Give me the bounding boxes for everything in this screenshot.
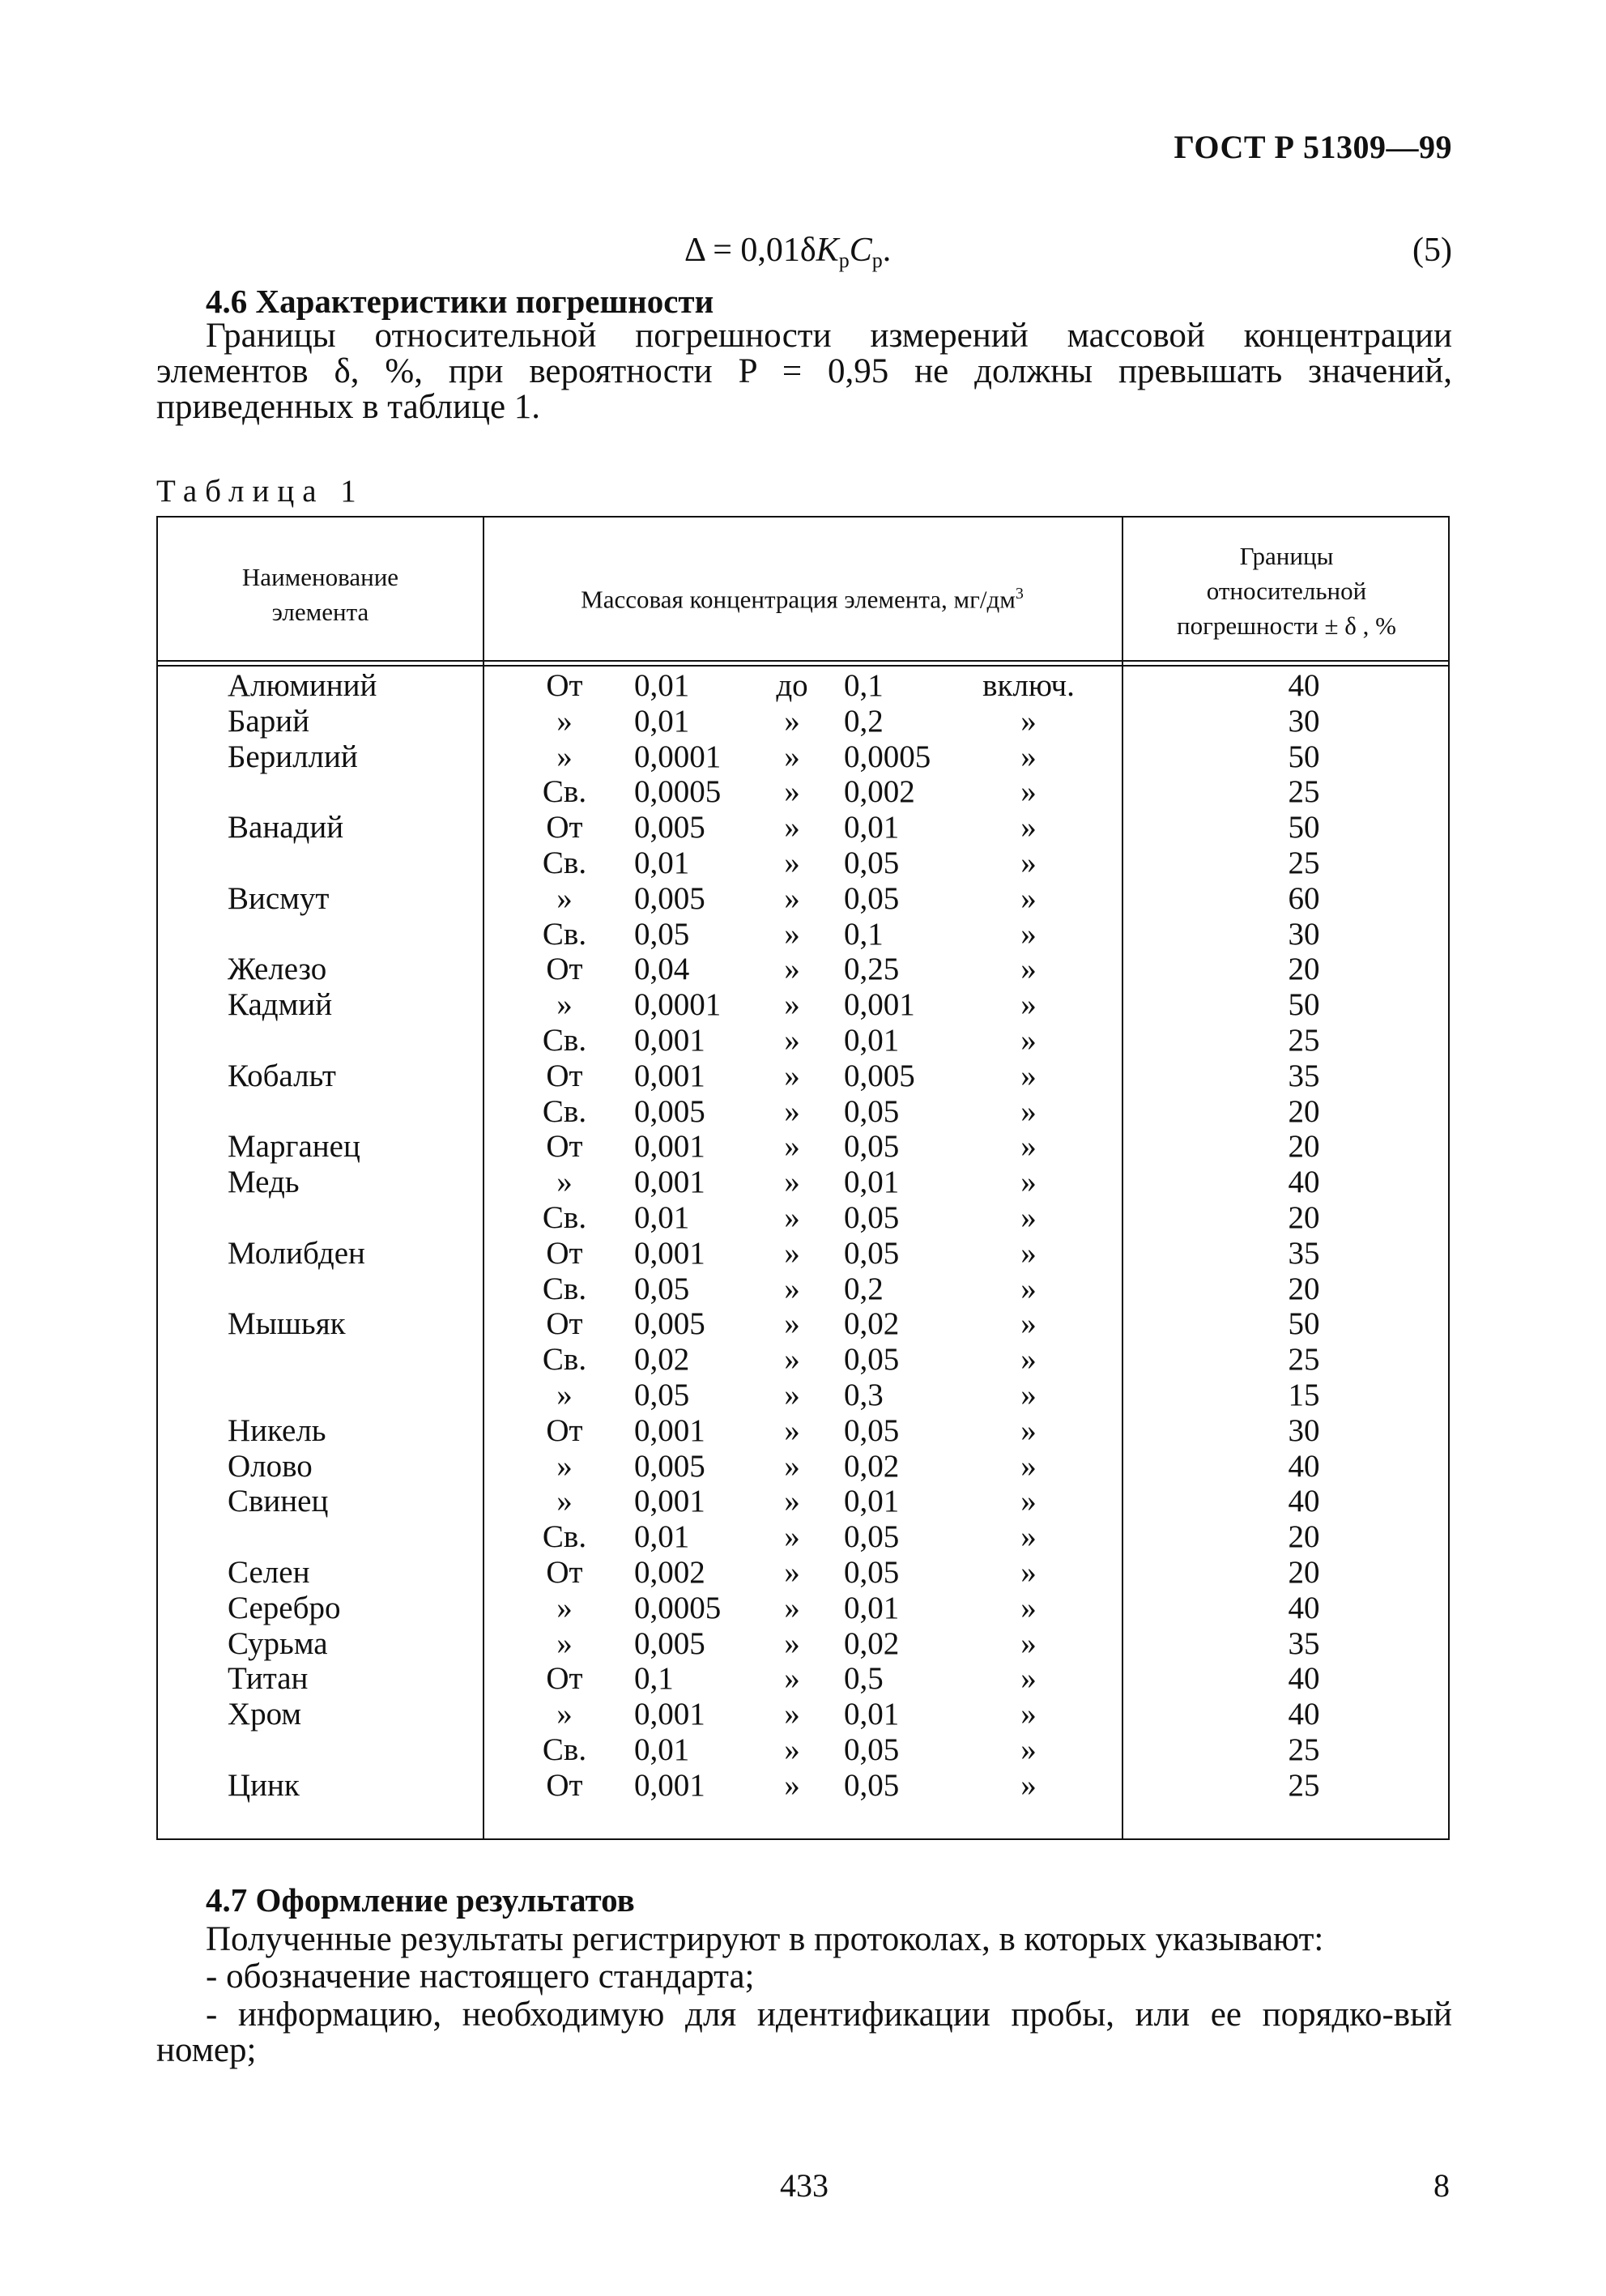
range-mid: »	[784, 1448, 800, 1484]
range-mid: »	[784, 845, 800, 880]
range-suffix: »	[1020, 774, 1037, 810]
range-prefix: От	[546, 810, 583, 846]
table-row	[158, 1484, 1448, 1519]
error-value: 20	[1288, 1554, 1320, 1590]
range-prefix: »	[556, 1625, 573, 1661]
range-suffix: »	[1020, 810, 1037, 846]
range-mid: »	[784, 1235, 800, 1271]
table-body	[158, 668, 1448, 1804]
range-prefix: Св.	[542, 1271, 587, 1306]
range-from: 0,001	[634, 1129, 705, 1165]
range-from: 0,002	[634, 1554, 705, 1590]
table-row	[158, 1059, 1448, 1094]
range-mid: »	[784, 1165, 800, 1200]
error-value: 40	[1288, 1590, 1320, 1625]
range-to: 0,05	[844, 1129, 900, 1165]
range-to: 0,3	[844, 1377, 884, 1412]
range-to: 0,05	[844, 1767, 900, 1803]
error-value: 20	[1288, 1129, 1320, 1165]
error-value: 40	[1288, 1484, 1320, 1519]
range-suffix: »	[1020, 987, 1037, 1023]
range-prefix: От	[546, 1306, 583, 1342]
section-4-6-text	[156, 318, 1452, 425]
element-name: Висмут	[228, 880, 330, 916]
element-name: Серебро	[228, 1590, 341, 1625]
range-to: 0,0005	[844, 739, 931, 774]
range-from: 0,0005	[634, 1590, 722, 1625]
range-from: 0,01	[634, 1199, 690, 1235]
page-number-center: 433	[780, 2167, 829, 2204]
range-to: 0,01	[844, 1022, 900, 1058]
range-from: 0,001	[634, 1484, 705, 1519]
range-mid: »	[784, 1412, 800, 1448]
range-prefix: От	[546, 952, 583, 987]
header-divider	[158, 660, 1448, 662]
range-mid: »	[784, 1199, 800, 1235]
header-concentration-sup: 3	[1015, 585, 1024, 603]
element-name: Цинк	[228, 1767, 300, 1803]
error-value: 40	[1288, 1697, 1320, 1732]
range-mid: »	[784, 703, 800, 739]
range-prefix: Св.	[542, 1093, 587, 1129]
header-concentration-text: Массовая концентрация элемента, мг/дм	[581, 585, 1016, 614]
header-concentration	[483, 577, 1122, 616]
table-row	[158, 810, 1448, 846]
range-from: 0,0001	[634, 739, 722, 774]
range-prefix: От	[546, 1661, 583, 1697]
error-value: 35	[1288, 1235, 1320, 1271]
range-from: 0,001	[634, 1767, 705, 1803]
error-value: 25	[1288, 1732, 1320, 1767]
range-to: 0,05	[844, 1554, 900, 1590]
error-value: 30	[1288, 1412, 1320, 1448]
range-from: 0,005	[634, 810, 705, 846]
error-value: 25	[1288, 1022, 1320, 1058]
range-prefix: »	[556, 1484, 573, 1519]
range-mid: »	[784, 1484, 800, 1519]
formula-k: K	[816, 232, 839, 269]
range-from: 0,01	[634, 703, 690, 739]
table-row	[158, 1697, 1448, 1732]
range-mid: »	[784, 1022, 800, 1058]
range-suffix: »	[1020, 1058, 1037, 1093]
error-value: 50	[1288, 987, 1320, 1023]
range-suffix: »	[1020, 880, 1037, 916]
range-prefix: »	[556, 1448, 573, 1484]
range-suffix: »	[1020, 1342, 1037, 1378]
table-row	[158, 1413, 1448, 1449]
range-to: 0,01	[844, 810, 900, 846]
error-value: 30	[1288, 916, 1320, 952]
range-to: 0,1	[844, 916, 884, 952]
header-error	[1122, 539, 1451, 643]
error-value: 25	[1288, 774, 1320, 810]
header-divider	[158, 665, 1448, 667]
range-from: 0,005	[634, 1625, 705, 1661]
element-name: Молибден	[228, 1235, 365, 1271]
range-prefix: »	[556, 1377, 573, 1412]
element-name: Свинец	[228, 1484, 329, 1519]
range-suffix: »	[1020, 1412, 1037, 1448]
range-from: 0,05	[634, 1377, 690, 1412]
data-table	[156, 516, 1450, 1840]
range-suffix: »	[1020, 1235, 1037, 1271]
range-suffix: »	[1020, 845, 1037, 880]
section-4-7-line1: Полученные результаты регистрируют в протоколах, в которых указывают:	[206, 1920, 1324, 1958]
table-row	[158, 1519, 1448, 1555]
range-mid: »	[784, 952, 800, 987]
element-name: Хром	[228, 1697, 302, 1732]
range-suffix: »	[1020, 1093, 1037, 1129]
table-row	[158, 952, 1448, 987]
range-to: 0,2	[844, 1271, 884, 1306]
range-prefix: Св.	[542, 1199, 587, 1235]
table-row	[158, 1129, 1448, 1165]
range-suffix: »	[1020, 1484, 1037, 1519]
range-suffix: »	[1020, 1625, 1037, 1661]
range-suffix: »	[1020, 916, 1037, 952]
range-suffix: »	[1020, 1129, 1037, 1165]
formula-c-sub: р	[871, 249, 883, 272]
range-from: 0,05	[634, 1271, 690, 1306]
range-from: 0,001	[634, 1058, 705, 1093]
range-mid: »	[784, 880, 800, 916]
range-prefix: От	[546, 1412, 583, 1448]
range-from: 0,001	[634, 1697, 705, 1732]
range-mid: »	[784, 1732, 800, 1767]
range-prefix: »	[556, 739, 573, 774]
range-mid: »	[784, 774, 800, 810]
error-value: 20	[1288, 1093, 1320, 1129]
table-row	[158, 1555, 1448, 1591]
range-mid: »	[784, 1590, 800, 1625]
table-row	[158, 1306, 1448, 1342]
table-row	[158, 1272, 1448, 1307]
section-4-6-body: Границы относительной погрешности измерений массовой концентрации элементов δ, %, при вероятности P = 0,95 не должны превышать значений, приведенных в таблице 1.	[156, 317, 1452, 426]
range-suffix: включ.	[982, 668, 1075, 703]
range-mid: до	[776, 668, 808, 703]
range-suffix: »	[1020, 952, 1037, 987]
range-mid: »	[784, 1271, 800, 1306]
range-prefix: Св.	[542, 1342, 587, 1378]
table-row	[158, 881, 1448, 917]
range-mid: »	[784, 810, 800, 846]
table-row	[158, 846, 1448, 881]
error-value: 20	[1288, 1271, 1320, 1306]
range-mid: »	[784, 916, 800, 952]
header-error-line3: погрешности ± δ , %	[1177, 611, 1396, 640]
section-4-7-line3-text: - информацию, необходимую для идентификации пробы, или ее порядко-вый номер;	[156, 1996, 1452, 2069]
error-value: 60	[1288, 880, 1320, 916]
table-row	[158, 987, 1448, 1023]
range-suffix: »	[1020, 1767, 1037, 1803]
range-mid: »	[784, 1625, 800, 1661]
range-prefix: От	[546, 1767, 583, 1803]
table-row	[158, 1023, 1448, 1059]
error-value: 40	[1288, 1448, 1320, 1484]
table-row	[158, 917, 1448, 952]
table-row	[158, 739, 1448, 775]
range-suffix: »	[1020, 1590, 1037, 1625]
range-prefix: От	[546, 1235, 583, 1271]
header-element	[158, 560, 483, 629]
range-prefix: Св.	[542, 1732, 587, 1767]
range-from: 0,04	[634, 952, 690, 987]
range-prefix: »	[556, 1590, 573, 1625]
range-prefix: Св.	[542, 774, 587, 810]
range-from: 0,02	[634, 1342, 690, 1378]
range-from: 0,005	[634, 1093, 705, 1129]
range-suffix: »	[1020, 1519, 1037, 1555]
range-mid: »	[784, 1554, 800, 1590]
range-prefix: »	[556, 880, 573, 916]
range-to: 0,05	[844, 1519, 900, 1555]
table-row	[158, 774, 1448, 810]
table-row	[158, 1661, 1448, 1697]
section-4-6-heading: 4.6 Характеристики погрешности	[206, 283, 714, 320]
range-mid: »	[784, 739, 800, 774]
range-to: 0,02	[844, 1625, 900, 1661]
range-mid: »	[784, 1661, 800, 1697]
table-row	[158, 1094, 1448, 1130]
range-from: 0,001	[634, 1022, 705, 1058]
range-suffix: »	[1020, 1697, 1037, 1732]
range-to: 0,01	[844, 1484, 900, 1519]
range-suffix: »	[1020, 1022, 1037, 1058]
table-row	[158, 1165, 1448, 1200]
range-to: 0,01	[844, 1165, 900, 1200]
range-suffix: »	[1020, 1554, 1037, 1590]
range-from: 0,01	[634, 1519, 690, 1555]
element-name: Мышьяк	[228, 1306, 346, 1342]
formula-c: C	[849, 232, 872, 269]
formula-lhs: Δ = 0,01δ	[684, 232, 816, 269]
range-mid: »	[784, 1129, 800, 1165]
range-suffix: »	[1020, 739, 1037, 774]
range-to: 0,05	[844, 1732, 900, 1767]
range-suffix: »	[1020, 1271, 1037, 1306]
error-value: 30	[1288, 703, 1320, 739]
error-value: 50	[1288, 739, 1320, 774]
error-value: 40	[1288, 668, 1320, 703]
range-to: 0,05	[844, 1199, 900, 1235]
range-to: 0,01	[844, 1697, 900, 1732]
range-prefix: От	[546, 1554, 583, 1590]
element-name: Марганец	[228, 1129, 360, 1165]
error-value: 25	[1288, 1342, 1320, 1378]
range-to: 0,01	[844, 1590, 900, 1625]
element-name: Медь	[228, 1165, 300, 1200]
element-name: Олово	[228, 1448, 313, 1484]
range-to: 0,05	[844, 1412, 900, 1448]
range-to: 0,02	[844, 1306, 900, 1342]
range-from: 0,01	[634, 845, 690, 880]
header-element-line2: элемента	[271, 598, 369, 626]
range-mid: »	[784, 1519, 800, 1555]
table-row	[158, 1626, 1448, 1662]
range-to: 0,05	[844, 880, 900, 916]
header-error-line1: Границы	[1239, 542, 1334, 570]
range-from: 0,005	[634, 1448, 705, 1484]
range-to: 0,02	[844, 1448, 900, 1484]
error-value: 15	[1288, 1377, 1320, 1412]
error-value: 35	[1288, 1058, 1320, 1093]
range-suffix: »	[1020, 703, 1037, 739]
header-element-line1: Наименование	[241, 563, 399, 591]
range-prefix: Св.	[542, 1519, 587, 1555]
table-row	[158, 1732, 1448, 1768]
table-row	[158, 1768, 1448, 1804]
formula-end: .	[882, 232, 892, 269]
header-error-line2: относительной	[1206, 577, 1367, 605]
standard-code: ГОСТ Р 51309—99	[1174, 129, 1452, 165]
table-caption: Таблица 1	[156, 474, 364, 509]
range-suffix: »	[1020, 1306, 1037, 1342]
range-prefix: »	[556, 1697, 573, 1732]
range-from: 0,1	[634, 1661, 674, 1697]
error-value: 20	[1288, 952, 1320, 987]
formula-k-sub: р	[838, 249, 850, 272]
formula	[684, 231, 891, 273]
range-suffix: »	[1020, 1732, 1037, 1767]
range-from: 0,01	[634, 1732, 690, 1767]
range-prefix: »	[556, 1165, 573, 1200]
range-mid: »	[784, 1377, 800, 1412]
table-row	[158, 1378, 1448, 1413]
table-row	[158, 1449, 1448, 1485]
table-row	[158, 668, 1448, 704]
error-value: 40	[1288, 1165, 1320, 1200]
range-to: 0,05	[844, 1235, 900, 1271]
error-value: 25	[1288, 845, 1320, 880]
range-mid: »	[784, 1697, 800, 1732]
range-from: 0,0001	[634, 987, 722, 1023]
error-value: 35	[1288, 1625, 1320, 1661]
error-value: 50	[1288, 810, 1320, 846]
table-row	[158, 1236, 1448, 1272]
error-value: 20	[1288, 1519, 1320, 1555]
range-to: 0,05	[844, 845, 900, 880]
range-prefix: »	[556, 987, 573, 1023]
range-prefix: »	[556, 703, 573, 739]
range-to: 0,005	[844, 1058, 915, 1093]
range-from: 0,001	[634, 1235, 705, 1271]
element-name: Бериллий	[228, 739, 358, 774]
range-from: 0,001	[634, 1165, 705, 1200]
element-name: Селен	[228, 1554, 310, 1590]
range-to: 0,002	[844, 774, 915, 810]
element-name: Барий	[228, 703, 309, 739]
range-mid: »	[784, 1093, 800, 1129]
range-from: 0,0005	[634, 774, 722, 810]
range-to: 0,25	[844, 952, 900, 987]
range-prefix: Св.	[542, 845, 587, 880]
range-suffix: »	[1020, 1165, 1037, 1200]
range-suffix: »	[1020, 1661, 1037, 1697]
range-mid: »	[784, 1767, 800, 1803]
section-4-7-heading: 4.7 Оформление результатов	[206, 1881, 635, 1919]
element-name: Кобальт	[228, 1058, 336, 1093]
error-value: 20	[1288, 1199, 1320, 1235]
range-from: 0,005	[634, 880, 705, 916]
range-prefix: Св.	[542, 916, 587, 952]
error-value: 40	[1288, 1661, 1320, 1697]
range-mid: »	[784, 1058, 800, 1093]
table-row	[158, 1200, 1448, 1236]
error-value: 50	[1288, 1306, 1320, 1342]
range-from: 0,005	[634, 1306, 705, 1342]
page-number-right: 8	[1433, 2167, 1450, 2204]
range-suffix: »	[1020, 1199, 1037, 1235]
range-mid: »	[784, 1306, 800, 1342]
range-to: 0,001	[844, 987, 915, 1023]
range-to: 0,05	[844, 1342, 900, 1378]
error-value: 25	[1288, 1767, 1320, 1803]
element-name: Титан	[228, 1661, 309, 1697]
element-name: Сурьма	[228, 1625, 328, 1661]
range-suffix: »	[1020, 1377, 1037, 1412]
range-prefix: Св.	[542, 1022, 587, 1058]
section-4-7-line2: - обозначение настоящего стандарта;	[206, 1957, 755, 1996]
range-from: 0,05	[634, 916, 690, 952]
range-from: 0,001	[634, 1412, 705, 1448]
section-4-7-line3	[156, 1997, 1452, 2068]
range-from: 0,01	[634, 668, 690, 703]
element-name: Никель	[228, 1412, 326, 1448]
range-prefix: От	[546, 1129, 583, 1165]
range-to: 0,1	[844, 668, 884, 703]
element-name: Алюминий	[228, 668, 377, 703]
range-prefix: От	[546, 1058, 583, 1093]
range-to: 0,05	[844, 1093, 900, 1129]
range-to: 0,2	[844, 703, 884, 739]
table-row	[158, 1591, 1448, 1626]
range-prefix: От	[546, 668, 583, 703]
element-name: Железо	[228, 952, 327, 987]
element-name: Кадмий	[228, 987, 333, 1023]
element-name: Ванадий	[228, 810, 344, 846]
table-row	[158, 1342, 1448, 1378]
range-to: 0,5	[844, 1661, 884, 1697]
range-mid: »	[784, 987, 800, 1023]
range-suffix: »	[1020, 1448, 1037, 1484]
range-mid: »	[784, 1342, 800, 1378]
table-row	[158, 704, 1448, 739]
formula-number: (5)	[1412, 232, 1452, 269]
